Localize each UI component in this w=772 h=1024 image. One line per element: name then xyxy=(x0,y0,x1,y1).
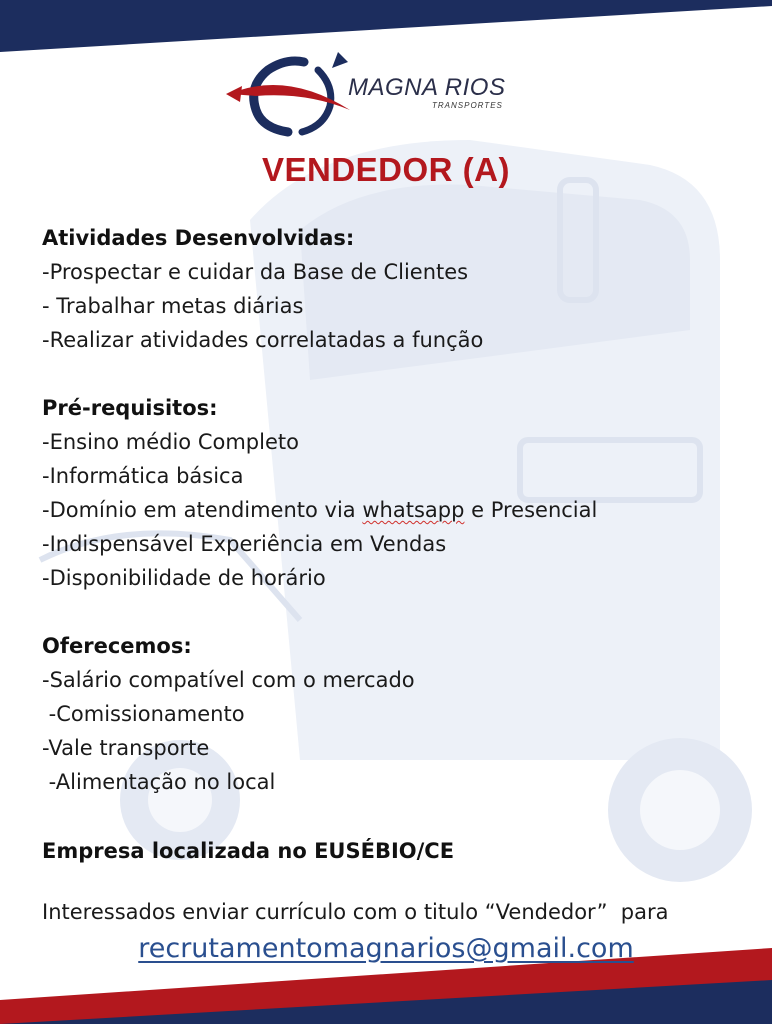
company-location: Empresa localizada no EUSÉBIO/CE xyxy=(42,839,455,863)
activities-heading: Atividades Desenvolvidas: xyxy=(42,226,355,250)
activities-section xyxy=(42,221,742,357)
benefit-item: -Alimentação no local xyxy=(42,770,276,794)
benefits-section xyxy=(42,629,742,799)
activity-item: - Trabalhar metas diárias xyxy=(42,294,304,318)
benefits-heading: Oferecemos: xyxy=(42,634,192,658)
contact-instructions: Interessados enviar currículo com o titulo “Vendedor” para xyxy=(42,900,669,924)
benefit-item: -Salário compatível com o mercado xyxy=(42,668,415,692)
requirement-item: -Informática básica xyxy=(42,464,244,488)
benefit-item: -Comissionamento xyxy=(42,702,245,726)
benefit-item: -Vale transporte xyxy=(42,736,210,760)
contact-email-link[interactable]: recrutamentomagnarios@gmail.com xyxy=(138,933,634,964)
requirements-section xyxy=(42,391,742,595)
requirement-text: e Presencial xyxy=(464,498,598,522)
activity-item: -Realizar atividades correlatadas a função xyxy=(42,328,484,352)
requirement-item: -Ensino médio Completo xyxy=(42,430,299,454)
brand-subtitle: TRANSPORTES xyxy=(432,101,503,110)
spellcheck-flagged-word: whatsapp xyxy=(362,498,465,522)
job-details xyxy=(42,221,742,799)
requirements-heading: Pré-requisitos: xyxy=(42,396,218,420)
job-title: VENDEDOR (A) xyxy=(261,151,510,188)
requirement-item: -Indispensável Experiência em Vendas xyxy=(42,532,447,556)
brand-name: MAGNA RIOS xyxy=(348,74,506,101)
activity-item: -Prospectar e cuidar da Base de Clientes xyxy=(42,260,469,284)
requirement-item xyxy=(42,493,742,527)
requirement-item: -Disponibilidade de horário xyxy=(42,566,326,590)
requirement-text: -Domínio em atendimento via xyxy=(42,498,363,522)
